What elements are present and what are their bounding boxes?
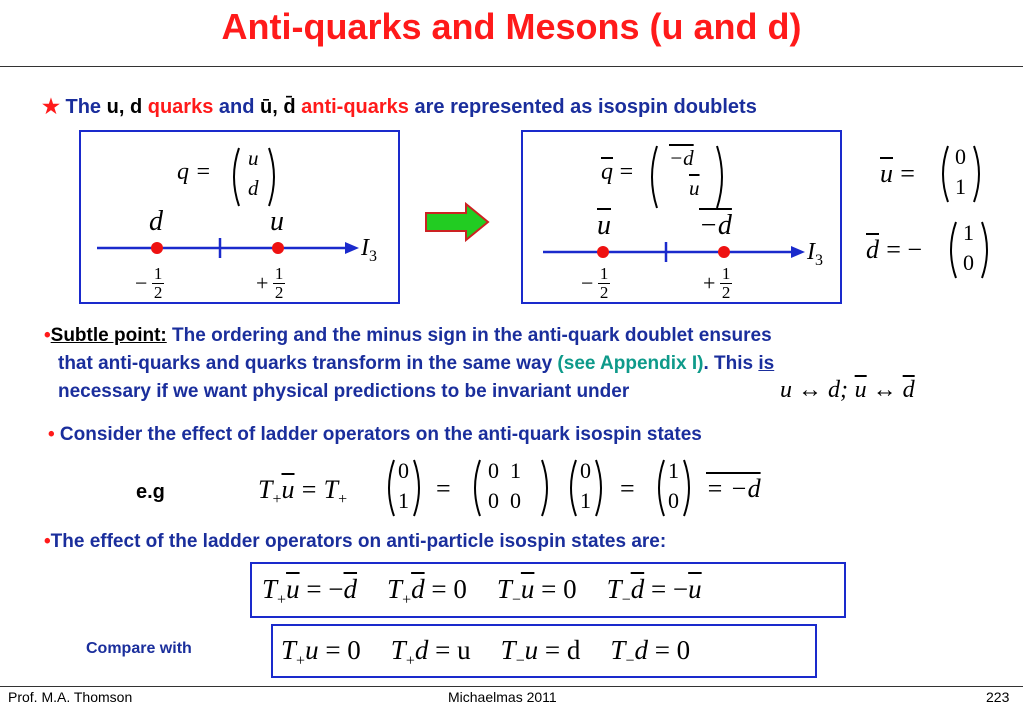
op-t: T (387, 574, 403, 604)
effect-bullet (44, 531, 666, 553)
op-sub: + (405, 652, 415, 670)
ubar-top: 0 (955, 144, 966, 169)
title-divider (0, 66, 1023, 67)
op-t: T (262, 574, 278, 604)
subtle-label: Subtle point: (50, 325, 167, 346)
eq-rhs: = − (299, 574, 344, 604)
dbar-lhs: $\overline{d}$ (866, 235, 879, 264)
bullet-icon: • (44, 325, 51, 346)
antiparticle-equations (262, 574, 702, 609)
eg-lhs (258, 474, 347, 509)
vector-top-u: u (248, 146, 259, 170)
frac-den: 2 (153, 283, 163, 302)
op-arg: u (305, 635, 319, 665)
subtle-point-line1 (44, 325, 772, 347)
vector-top-minus-dbar (669, 146, 694, 171)
text-segment: are represented as isospin doublets (414, 96, 757, 118)
text-segment: ū, d̄ (260, 96, 296, 118)
subtle-point-line2 (58, 353, 774, 375)
matrix-row2: 0 0 (488, 488, 521, 513)
plus-sign: + (256, 270, 269, 296)
eq-rhs: = 0 (318, 635, 361, 665)
particle-ladder-box (271, 624, 817, 678)
half-fraction (598, 265, 611, 302)
vec1-bot: 1 (398, 488, 409, 513)
frac-num: 1 (153, 264, 163, 283)
axis-label-i3 (361, 234, 377, 266)
text-segment: and (218, 96, 255, 118)
quark-doublet-diagram (79, 130, 400, 304)
frac-den: 2 (599, 283, 609, 302)
ladder-operator-bullet (48, 424, 702, 446)
plus-half-label (256, 265, 285, 302)
qbar-lhs: $\overline{q}$ (601, 159, 613, 185)
op-t: T (281, 635, 297, 665)
text-segment: The ordering and the minus sign in the anti-quark doublet ensures (166, 325, 772, 346)
plus-sign: + (703, 270, 716, 296)
half-fraction (152, 265, 165, 302)
op-t: T (606, 574, 622, 604)
vec3-bot: 0 (668, 488, 679, 513)
frac-num: 1 (599, 264, 609, 283)
label-minus-dbar: −d (699, 210, 732, 241)
antiparticle-ladder-box (250, 562, 846, 618)
text-segment: u, d (106, 96, 143, 118)
text-segment: is (758, 353, 775, 374)
sym-arrow: ↔ (866, 377, 903, 403)
eq-rhs: = 0 (424, 574, 467, 604)
dbar-vector-eq (866, 234, 922, 265)
op-arg: $\overline{d}$ (630, 574, 645, 604)
eq-rhs: = − (644, 574, 689, 604)
d-quark-point (151, 242, 163, 254)
axis-i: I (361, 235, 369, 261)
ubar-point (597, 246, 609, 258)
q-equation (177, 158, 211, 186)
op-sub: + (402, 591, 412, 609)
sym-ubar: $\overline{u}$ (854, 377, 867, 403)
vec2-top: 0 (580, 458, 591, 483)
bullet-icon: • (44, 531, 51, 552)
ladder-equation (262, 574, 358, 609)
ladder-equation (281, 635, 361, 670)
u-quark-point (272, 242, 284, 254)
minus-half-label (135, 265, 164, 302)
ladder-equation (500, 635, 581, 670)
equals: = (900, 159, 915, 188)
half-fraction (720, 265, 733, 302)
bullet-isospin-doublets (42, 94, 757, 119)
footer-divider (0, 686, 1023, 687)
dbar-top: 1 (963, 220, 974, 245)
plus-half-label (703, 265, 732, 302)
frac-num: 1 (274, 264, 284, 283)
minus-half-label (581, 265, 610, 302)
op-sub: + (338, 491, 348, 509)
text-segment: The effect of the ladder operators on anti-particle isospin states are: (50, 531, 667, 552)
op-sub: − (511, 591, 521, 609)
equals: = (620, 474, 635, 503)
text-segment: anti-quarks (301, 96, 409, 118)
ladder-equation (496, 574, 577, 609)
eq-result: $\overline{u}$ (688, 574, 702, 604)
isospin-axis (539, 238, 807, 268)
symmetry-expression (780, 376, 915, 404)
compare-label: Compare with (86, 640, 192, 657)
op-t: T (390, 635, 406, 665)
axis-label-i3 (807, 238, 823, 270)
vec2-bot: 1 (580, 488, 591, 513)
op-t: T (323, 475, 339, 504)
axis-sub: 3 (815, 251, 823, 269)
op-t: T (258, 475, 273, 504)
particle-equations (281, 635, 690, 670)
eq-rhs: = 0 (647, 635, 691, 665)
ladder-equation (390, 635, 471, 670)
eg-result: = −d (706, 474, 761, 503)
text-segment: quarks (147, 96, 214, 118)
eg-label: e.g (136, 481, 165, 503)
axis-sub: 3 (369, 247, 377, 265)
eq-rhs: = d (538, 635, 581, 665)
text-segment: . This (703, 353, 759, 374)
op-sub: − (515, 652, 525, 670)
frac-den: 2 (721, 283, 731, 302)
vec-top: −d (669, 146, 694, 170)
star-icon: ★ (42, 96, 60, 118)
footer-term: Michaelmas 2011 (448, 689, 557, 705)
matrix-row1: 0 1 (488, 458, 521, 483)
text-segment: that anti-quarks and quarks transform in the same way (58, 353, 558, 374)
op-t: T (496, 574, 512, 604)
label-u: u (270, 206, 284, 237)
isospin-axis (93, 234, 361, 264)
label-ubar: $\overline{u}$ (597, 210, 611, 241)
frac-num: 1 (721, 264, 731, 283)
op-t: T (500, 635, 516, 665)
equals: = (301, 475, 317, 504)
minus-sign: − (581, 270, 594, 296)
minus-sign: − (135, 270, 148, 296)
antiquark-doublet-diagram (521, 130, 842, 304)
vector-bottom-ubar: $\overline{u}$ (689, 176, 700, 200)
text-segment: The (65, 96, 102, 118)
op-sub: − (625, 652, 635, 670)
appendix-ref: (see Appendix I) (557, 353, 704, 374)
op-arg: $\overline{d}$ (411, 574, 425, 604)
ubar-vector-eq (880, 158, 915, 189)
qbar-equation (601, 158, 633, 186)
ubar-bot: 1 (955, 174, 966, 199)
equals: = (619, 159, 634, 185)
equals: = (436, 474, 451, 503)
eq-rhs: = u (428, 635, 471, 665)
frac-den: 2 (274, 283, 284, 302)
op-arg: u (524, 635, 539, 665)
ubar: $\overline{u}$ (281, 475, 295, 504)
text-segment: necessary if we want physical predictions to be invariant under (58, 381, 630, 402)
op-arg: $\overline{u}$ (520, 574, 535, 604)
sym-quarks: u ↔ d; (780, 377, 848, 403)
vec3-top: 1 (668, 458, 679, 483)
eq-rhs: = 0 (534, 574, 577, 604)
vector-bottom-d: d (248, 176, 259, 200)
minus-dbar-point (718, 246, 730, 258)
dbar-bot: 0 (963, 250, 974, 275)
slide-title: Anti-quarks and Mesons (u and d) (221, 6, 802, 47)
footer-author: Prof. M.A. Thomson (8, 689, 133, 705)
label-d: d (149, 206, 163, 237)
sym-dbar: $\overline{d}$ (902, 377, 915, 403)
ladder-equation (606, 574, 702, 609)
op-sub: − (621, 591, 631, 609)
subtle-point-line3 (58, 381, 629, 403)
op-sub: + (296, 652, 306, 670)
ladder-equation (387, 574, 467, 609)
vec1-top: 0 (398, 458, 409, 483)
right-arrow-icon (422, 202, 492, 242)
half-fraction (273, 265, 286, 302)
bullet-icon: • (48, 424, 55, 445)
op-arg: $\overline{u}$ (286, 574, 300, 604)
op-sub: + (272, 491, 282, 509)
op-arg: d (634, 635, 648, 665)
footer-page-number: 223 (986, 689, 1010, 705)
text-segment: Consider the effect of ladder operators on the anti-quark isospin states (54, 424, 702, 445)
op-t: T (610, 635, 626, 665)
op-arg: d (414, 635, 429, 665)
eq-result: $\overline{d}$ (343, 574, 358, 604)
ladder-equation (610, 635, 691, 670)
ubar-lhs: $\overline{u}$ (880, 159, 893, 188)
op-sub: + (277, 591, 287, 609)
equals-minus: = − (886, 235, 923, 264)
q-lhs: q = (177, 159, 212, 185)
axis-i: I (807, 239, 815, 265)
